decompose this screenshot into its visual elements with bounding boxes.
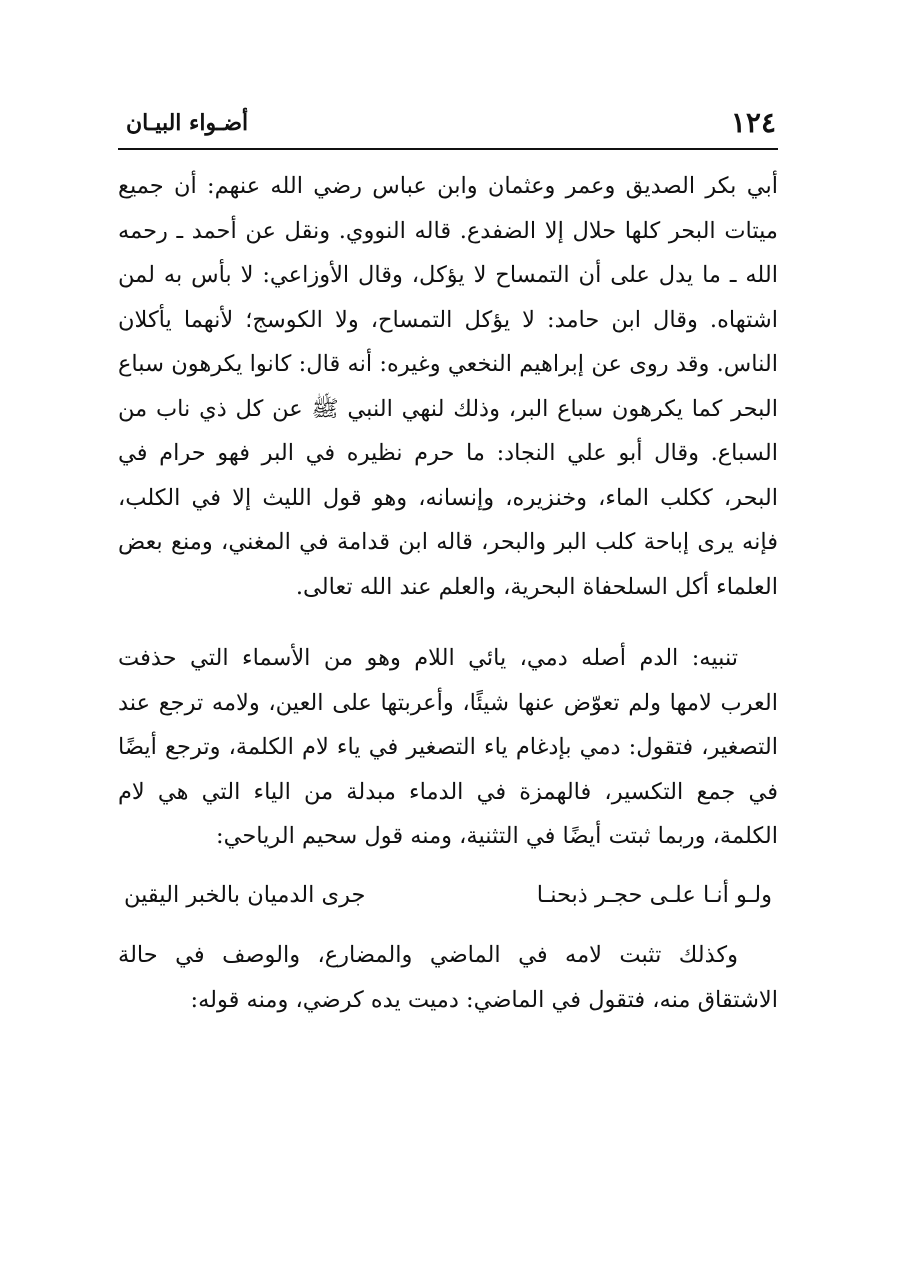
book-title: أضـواء البيـان: [126, 110, 249, 136]
poetry-verse: [124, 873, 772, 918]
page-number: ١٢٤: [730, 106, 776, 139]
header-divider: [118, 148, 778, 150]
page-body: [118, 164, 778, 1022]
verse-first-hemistich: ولـو أنـا علـى حجـر ذبحنـا: [536, 881, 772, 908]
body-paragraph: وكذلك تثبت لامه في الماضي والمضارع، والوصف في حالة الاشتقاق منه، فتقول في الماضي: دميت يده كرضي، ومنه قوله:: [118, 942, 778, 1013]
body-paragraph: أبي بكر الصديق وعمر وعثمان وابن عباس رضي الله عنهم: أن جميع ميتات البحر كلها حلال إلا الضفدع. قاله النووي. ونقل عن أحمد ـ رحمه الله ـ ما يدل على أن التمساح لا يؤكل، وقال الأوزاعي: لا بأس به لمن اشتهاه. وقال ابن حامد: لا يؤكل التمساح، ولا الكوسج؛ لأنهما يأكلان الناس. وقد روى عن إبراهيم النخعي وغيره: أنه قال: كانوا يكرهون سباع البحر كما يكرهون سباع البر، وذلك لنهي النبي ﷺ عن كل ذي ناب من السباع. وقال أبو علي النجاد: ما حرم نظيره في البر فهو حرام في البحر، ككلب الماء، وخنزيره، وإنسانه، وهو قول الليث إلا في الكلب، فإنه يرى إباحة كلب البر والبحر، قاله ابن قدامة في المغني، ومنع بعض العلماء أكل السلحفاة البحرية، والعلم عند الله تعالى.: [118, 173, 778, 600]
page-header: [118, 102, 778, 150]
tanbih-paragraph: تنبيه: الدم أصله دمي، يائي اللام وهو من الأسماء التي حذفت العرب لامها ولم تعوّض عنها شيئًا، وأعربتها على العين، ولامه ترجع عند التصغير، فتقول: دمي بإدغام ياء التصغير في ياء لام الكلمة، وترجع أيضًا في جمع التكسير، فالهمزة في الدماء مبدلة من الياء التي هي لام الكلمة، وربما ثبتت أيضًا في التثنية، ومنه قول سحيم الرياحي:: [118, 645, 778, 849]
verse-second-hemistich: جرى الدميان بالخبر اليقين: [124, 881, 366, 908]
